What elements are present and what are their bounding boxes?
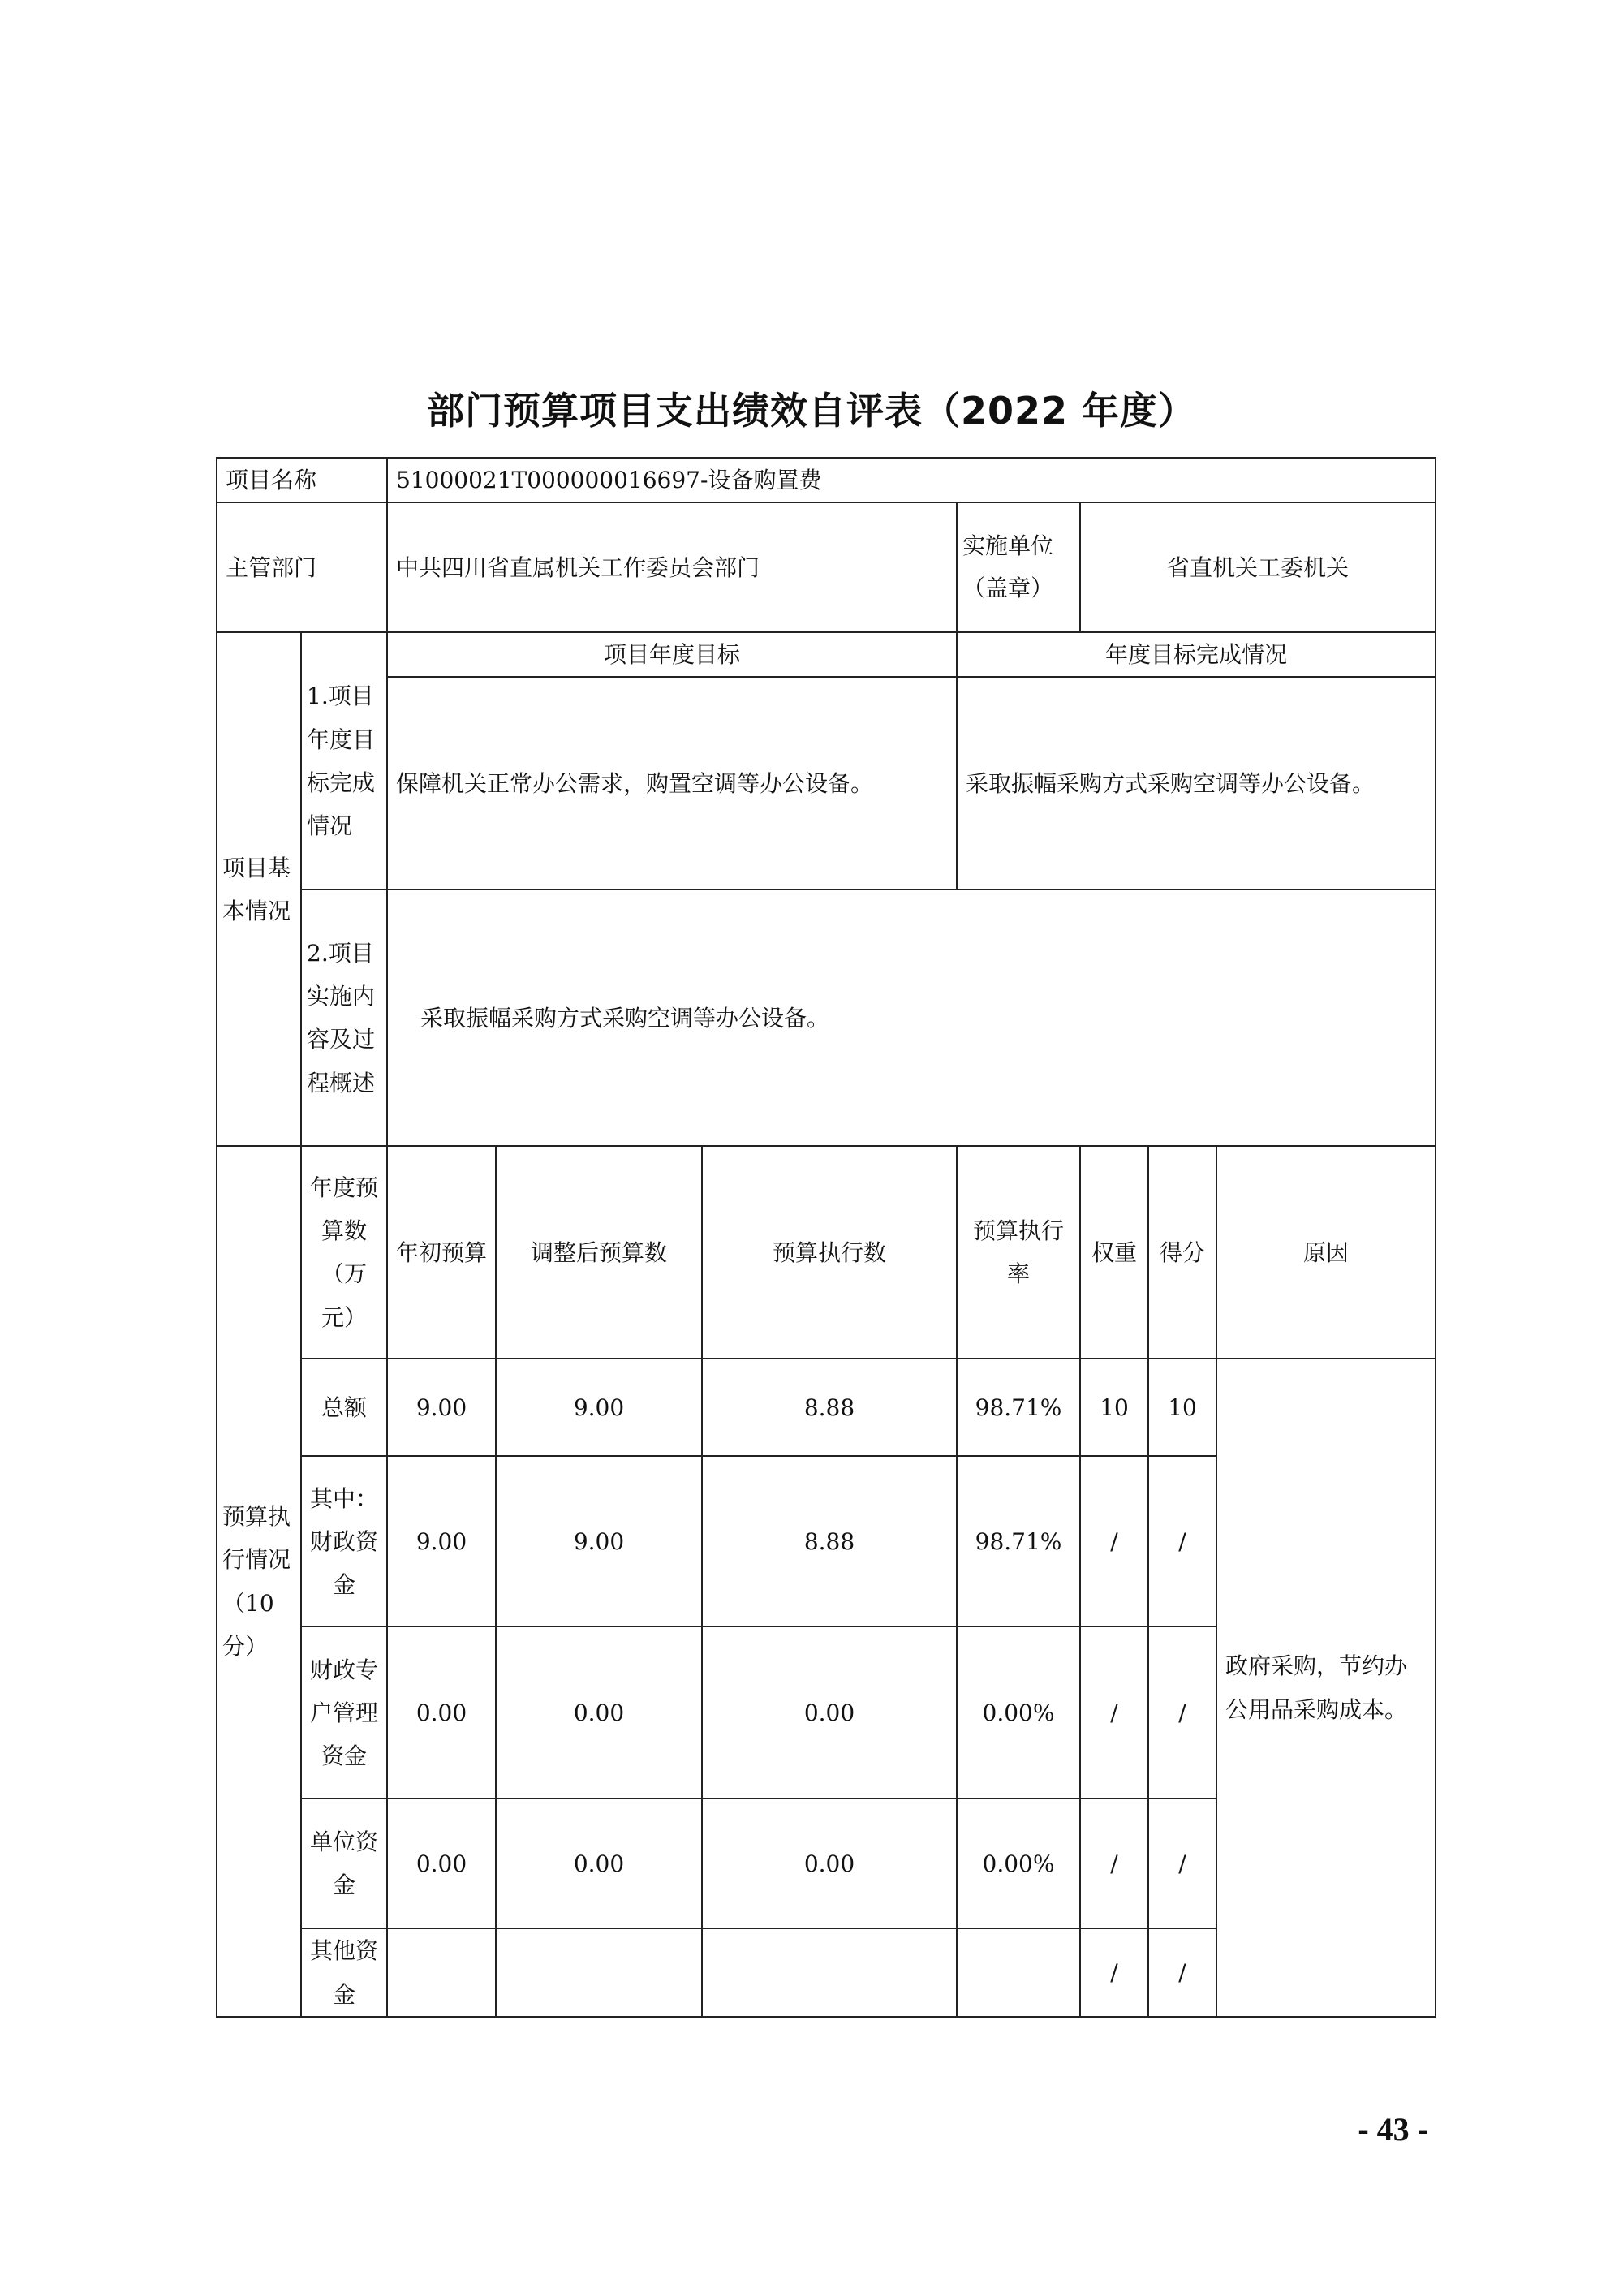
impl-section-label: 2.项目实施内容及过程概述 (301, 890, 387, 1146)
goal-text: 保障机关正常办公需求，购置空调等办公设备。 (387, 677, 957, 890)
reason-header: 原因 (1216, 1146, 1436, 1359)
budget-execution-label: 预算执行情况（10分） (217, 1146, 301, 2016)
goal-section-label: 1.项目年度目标完成情况 (301, 632, 387, 890)
adjusted-cell (496, 1928, 702, 2016)
adjusted-cell: 9.00 (496, 1456, 702, 1626)
page-title: 部门预算项目支出绩效自评表（2022 年度） (426, 389, 1197, 433)
initial-cell (387, 1928, 496, 2016)
row-label: 财政专户管理资金 (301, 1626, 387, 1798)
performance-table (216, 457, 1436, 2018)
rate-cell (957, 1928, 1080, 2016)
weight-cell: / (1080, 1456, 1148, 1626)
executed-budget-header: 预算执行数 (702, 1146, 957, 1359)
project-name-value: 51000021T000000016697-设备购置费 (387, 458, 1436, 502)
executed-cell: 8.88 (702, 1359, 957, 1456)
score-header: 得分 (1148, 1146, 1216, 1359)
implementing-unit-value: 省直机关工委机关 (1080, 502, 1436, 632)
score-cell: / (1148, 1626, 1216, 1798)
reason-text: 政府采购，节约办公用品采购成本。 (1216, 1359, 1436, 2016)
goal-header: 项目年度目标 (387, 632, 957, 677)
execution-rate-header: 预算执行率 (957, 1146, 1080, 1359)
weight-cell: / (1080, 1798, 1148, 1928)
row-label: 单位资金 (301, 1798, 387, 1928)
initial-budget-header: 年初预算 (387, 1146, 496, 1359)
weight-header: 权重 (1080, 1146, 1148, 1359)
initial-cell: 9.00 (387, 1456, 496, 1626)
basic-situation-label: 项目基本情况 (217, 632, 301, 1146)
department-value: 中共四川省直属机关工作委员会部门 (387, 502, 957, 632)
executed-cell: 0.00 (702, 1626, 957, 1798)
rate-cell: 0.00% (957, 1626, 1080, 1798)
row-label: 其他资金 (301, 1928, 387, 2016)
department-label: 主管部门 (217, 502, 387, 632)
row-label: 其中：财政资金 (301, 1456, 387, 1626)
score-cell: 10 (1148, 1359, 1216, 1456)
initial-cell: 0.00 (387, 1626, 496, 1798)
table-row (217, 1359, 1436, 1456)
initial-cell: 0.00 (387, 1798, 496, 1928)
implementing-unit-label: 实施单位（盖章） (957, 502, 1080, 632)
annual-budget-header: 年度预算数（万元） (301, 1146, 387, 1359)
adjusted-cell: 0.00 (496, 1798, 702, 1928)
adjusted-cell: 9.00 (496, 1359, 702, 1456)
initial-cell: 9.00 (387, 1359, 496, 1456)
adjusted-cell: 0.00 (496, 1626, 702, 1798)
adjusted-budget-header: 调整后预算数 (496, 1146, 702, 1359)
score-cell: / (1148, 1456, 1216, 1626)
rate-cell: 98.71% (957, 1456, 1080, 1626)
weight-cell: 10 (1080, 1359, 1148, 1456)
executed-cell: 8.88 (702, 1456, 957, 1626)
impl-text: 采取振幅采购方式采购空调等办公设备。 (387, 890, 1436, 1146)
score-cell: / (1148, 1928, 1216, 2016)
rate-cell: 0.00% (957, 1798, 1080, 1928)
project-name-label: 项目名称 (217, 458, 387, 502)
completion-header: 年度目标完成情况 (957, 632, 1436, 677)
executed-cell: 0.00 (702, 1798, 957, 1928)
page-number: - 43 - (1358, 2111, 1428, 2147)
executed-cell (702, 1928, 957, 2016)
weight-cell: / (1080, 1928, 1148, 2016)
rate-cell: 98.71% (957, 1359, 1080, 1456)
row-label: 总额 (301, 1359, 387, 1456)
score-cell: / (1148, 1798, 1216, 1928)
completion-text: 采取振幅采购方式采购空调等办公设备。 (957, 677, 1436, 890)
weight-cell: / (1080, 1626, 1148, 1798)
